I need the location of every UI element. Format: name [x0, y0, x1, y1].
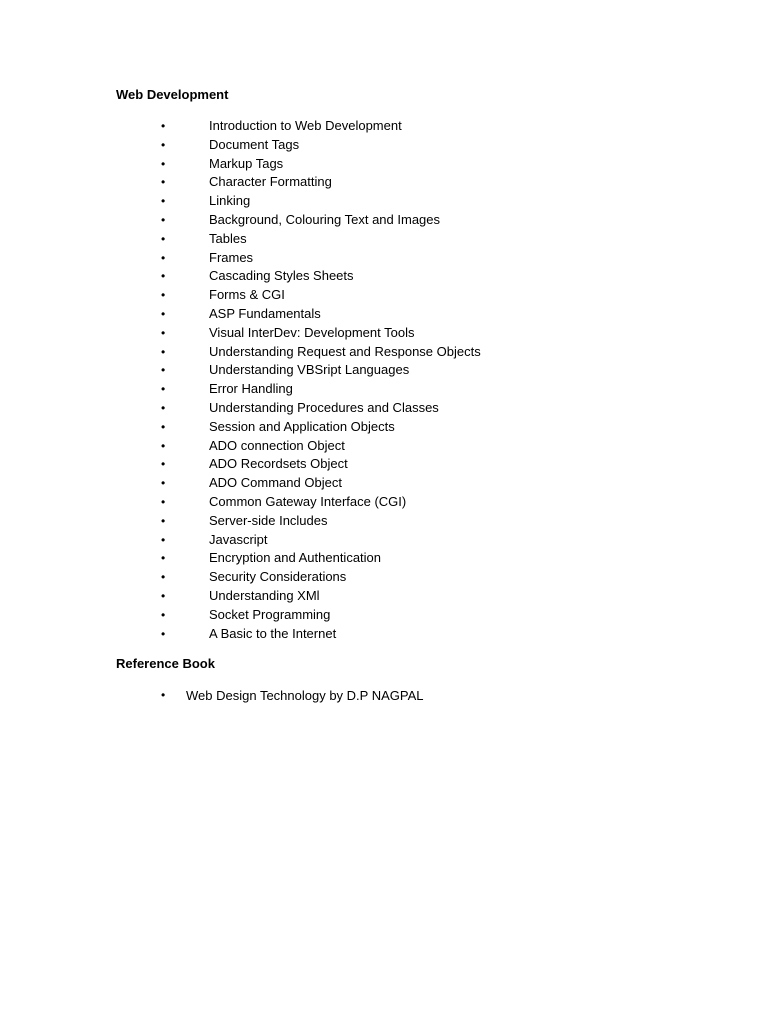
list-item-text: Understanding Procedures and Classes [209, 399, 439, 415]
list-item-text: Javascript [209, 531, 268, 547]
list-item [0, 380, 768, 399]
list-item [0, 324, 768, 343]
list-item-text: A Basic to the Internet [209, 625, 337, 641]
list-item-text: Markup Tags [209, 155, 284, 171]
bullet-icon: • [161, 438, 166, 453]
bullet-icon: • [161, 457, 166, 472]
list-item-text: ADO Recordsets Object [209, 456, 348, 472]
list-item-text: Web Design Technology by D.P NAGPAL [186, 688, 424, 703]
list-item-text: Frames [209, 249, 254, 265]
list-item-text: Socket Programming [209, 606, 331, 622]
bullet-icon: • [161, 419, 166, 434]
list-item-text: Character Formatting [209, 174, 332, 190]
bullet-icon: • [161, 570, 166, 585]
bullet-icon: • [161, 344, 166, 359]
section-heading-reference-book: Reference Book [116, 656, 215, 671]
bullet-icon: • [161, 513, 166, 528]
bullet-icon: • [161, 231, 166, 246]
list-item [0, 474, 768, 493]
list-item [0, 305, 768, 324]
list-item-text: ADO connection Object [209, 437, 345, 453]
list-item-text: Understanding Request and Response Objects [209, 343, 481, 359]
list-item [0, 587, 768, 606]
list-item [0, 686, 768, 705]
list-item-text: Understanding VBSript Languages [209, 362, 410, 378]
bullet-icon: • [161, 626, 166, 641]
section-heading-web-development: Web Development [116, 87, 229, 102]
bullet-icon: • [161, 688, 166, 702]
bullet-icon: • [161, 607, 166, 622]
topic-list [0, 117, 768, 643]
bullet-icon: • [161, 476, 166, 491]
list-item [0, 343, 768, 362]
list-item [0, 192, 768, 211]
bullet-icon: • [161, 194, 166, 209]
list-item [0, 399, 768, 418]
bullet-icon: • [161, 588, 166, 603]
list-item-text: Visual InterDev: Development Tools [209, 324, 415, 340]
list-item [0, 437, 768, 456]
bullet-icon: • [161, 382, 166, 397]
list-item [0, 361, 768, 380]
list-item [0, 549, 768, 568]
list-item [0, 625, 768, 644]
list-item-text: Security Considerations [209, 569, 347, 585]
bullet-icon: • [161, 325, 166, 340]
list-item-text: Session and Application Objects [209, 418, 395, 434]
list-item-text: ADO Command Object [209, 475, 342, 491]
list-item [0, 173, 768, 192]
bullet-icon: • [161, 306, 166, 321]
bullet-icon: • [161, 212, 166, 227]
list-item-text: Forms & CGI [209, 287, 285, 303]
bullet-icon: • [161, 551, 166, 566]
list-item-text: Understanding XMl [209, 587, 320, 603]
bullet-icon: • [161, 250, 166, 265]
list-item [0, 568, 768, 587]
list-item [0, 418, 768, 437]
list-item-text: Tables [209, 230, 247, 246]
list-item [0, 230, 768, 249]
list-item-text: Background, Colouring Text and Images [209, 211, 441, 227]
list-item [0, 286, 768, 305]
list-item [0, 606, 768, 625]
list-item-text: ASP Fundamentals [209, 305, 321, 321]
bullet-icon: • [161, 288, 166, 303]
bullet-icon: • [161, 119, 166, 133]
reference-list [0, 686, 768, 705]
bullet-icon: • [161, 156, 166, 171]
bullet-icon: • [161, 532, 166, 547]
list-item-text: Linking [209, 193, 251, 209]
list-item [0, 117, 768, 136]
list-item [0, 531, 768, 550]
bullet-icon: • [161, 494, 166, 509]
bullet-icon: • [161, 137, 166, 152]
bullet-icon: • [161, 363, 166, 378]
bullet-icon: • [161, 269, 166, 284]
list-item [0, 211, 768, 230]
list-item-text: Encryption and Authentication [209, 550, 382, 566]
list-item [0, 493, 768, 512]
bullet-icon: • [161, 400, 166, 415]
list-item [0, 455, 768, 474]
list-item-text: Server-side Includes [209, 512, 328, 528]
list-item [0, 249, 768, 268]
list-item [0, 155, 768, 174]
list-item-text: Document Tags [209, 136, 300, 152]
list-item-text: Introduction to Web Development [209, 118, 402, 133]
list-item-text: Common Gateway Interface (CGI) [209, 493, 407, 509]
list-item [0, 512, 768, 531]
list-item [0, 267, 768, 286]
list-item-text: Cascading Styles Sheets [209, 268, 354, 284]
list-item [0, 136, 768, 155]
list-item-text: Error Handling [209, 381, 293, 397]
bullet-icon: • [161, 175, 166, 190]
